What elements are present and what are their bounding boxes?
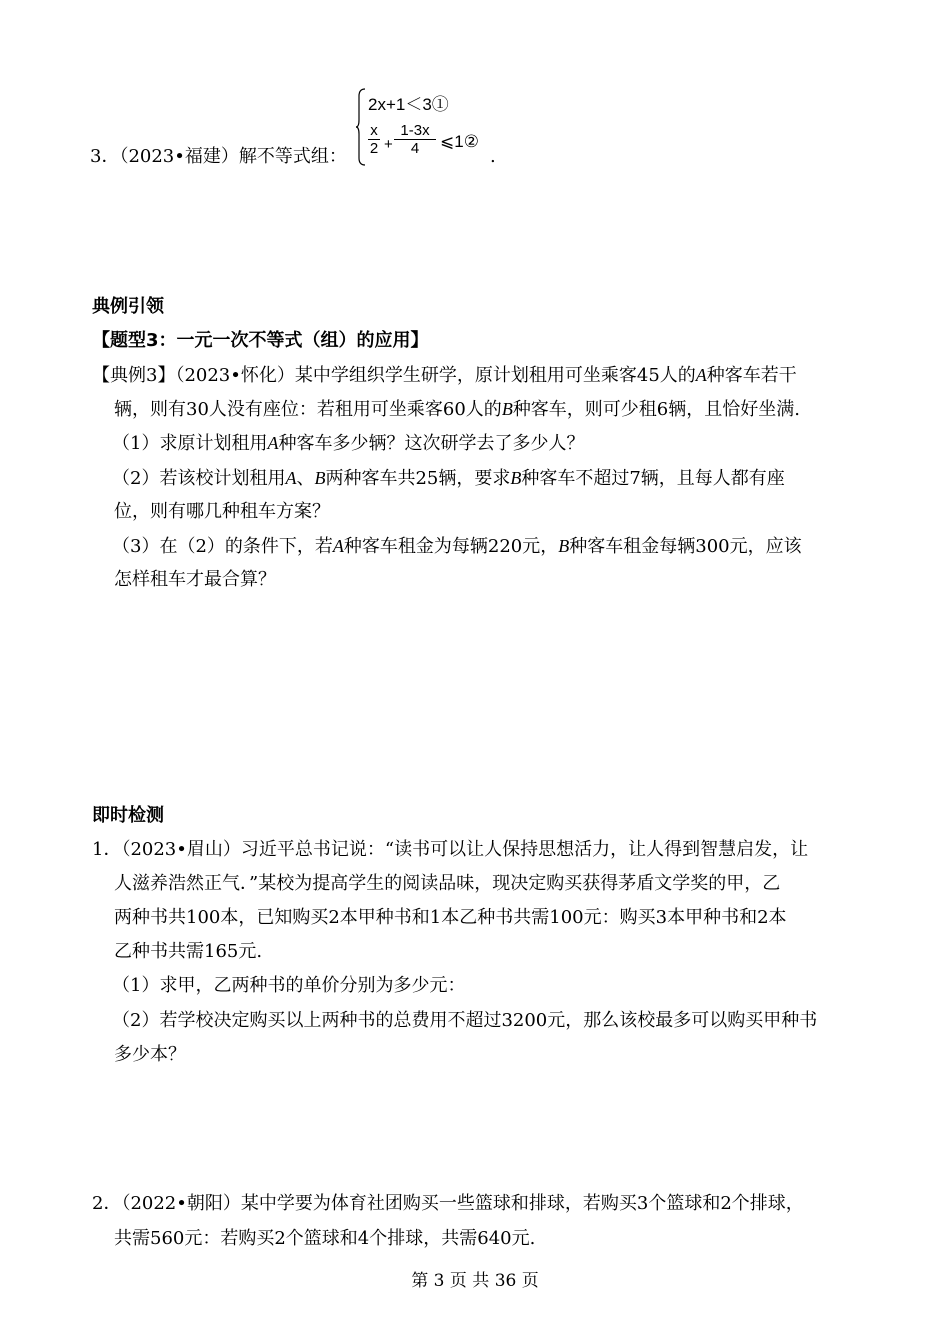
text-span: 两种客车共25辆，要求 bbox=[325, 468, 511, 489]
problem-2-line-1: 2．（2022•朝阳）某中学要为体育社团购买一些篮球和排球，若购买3个篮球和2个排球， bbox=[92, 1193, 804, 1214]
fraction-x-over-2 bbox=[368, 122, 380, 157]
text-span: 种客车不超过7辆，且每人都有座 bbox=[521, 468, 785, 489]
example-line-2 bbox=[114, 398, 800, 421]
variable-b: B bbox=[314, 468, 326, 488]
problem-1-question-2-line-1: （2）若学校决定购买以上两种书的总费用不超过3200元，那么该校最多可以购买甲种书 bbox=[112, 1010, 818, 1031]
text-span: 种客车若干 bbox=[706, 365, 797, 386]
text-span: 种客车多少辆？这次研学去了多少人？ bbox=[278, 433, 585, 454]
text-span: 种客车租金每辆300元，应该 bbox=[569, 536, 802, 557]
variable-a: A bbox=[285, 468, 297, 488]
type-heading: 【题型3：一元一次不等式（组）的应用】 bbox=[92, 330, 429, 351]
problem-1-question-1: （1）求甲，乙两种书的单价分别为多少元： bbox=[112, 975, 466, 996]
text-span: 种客车，则可少租6辆，且恰好坐满. bbox=[512, 399, 800, 420]
page-number-footer: 第 3 页 共 36 页 bbox=[411, 1271, 539, 1291]
question-2-line-2: 位，则有哪几种租车方案？ bbox=[114, 501, 330, 522]
fraction-1-3x-over-4 bbox=[394, 122, 436, 157]
problem-3-label: 3．（2023•福建）解不等式组： bbox=[90, 146, 347, 167]
section-heading-examples: 典例引领 bbox=[92, 296, 164, 317]
question-3-line-1 bbox=[112, 535, 802, 558]
fraction-denominator: 4 bbox=[410, 140, 420, 157]
variable-a: A bbox=[695, 365, 707, 385]
variable-b: B bbox=[558, 536, 570, 556]
question-2-line-1 bbox=[112, 467, 785, 490]
variable-a: A bbox=[332, 536, 344, 556]
problem-1-question-2-line-2: 多少本？ bbox=[114, 1044, 186, 1065]
question-1 bbox=[112, 432, 584, 455]
fraction-numerator: 1-3x bbox=[400, 122, 430, 139]
problem-1-line-2: 人滋养浩然正气．”某校为提高学生的阅读品味，现决定购买获得茅盾文学奖的甲，乙 bbox=[114, 873, 781, 894]
text-span: 、 bbox=[296, 468, 315, 489]
plus-sign: + bbox=[384, 136, 393, 153]
problem-1-line-4: 乙种书共需165元. bbox=[114, 941, 263, 962]
left-brace-icon bbox=[356, 88, 366, 166]
text-span: （3）在（2）的条件下，若 bbox=[112, 536, 333, 557]
fraction-numerator: x bbox=[370, 122, 378, 139]
variable-b: B bbox=[510, 468, 522, 488]
variable-a: A bbox=[267, 433, 279, 453]
variable-b: B bbox=[501, 399, 513, 419]
inequality-1: 2x+1＜3① bbox=[368, 95, 449, 114]
inequality-2-tail: ⩽1② bbox=[440, 132, 479, 151]
text-span: （1）求原计划租用 bbox=[112, 433, 268, 454]
problem-2-line-2: 共需560元：若购买2个篮球和4个排球，共需640元. bbox=[114, 1228, 536, 1249]
period: . bbox=[490, 146, 496, 167]
problem-1-line-1: 1．（2023•眉山）习近平总书记说：“读书可以让人保持思想活力，让人得到智慧启发，让 bbox=[92, 839, 809, 860]
text-span: （2）若该校计划租用 bbox=[112, 468, 286, 489]
example-line-1 bbox=[92, 364, 797, 387]
fraction-denominator: 2 bbox=[369, 140, 379, 157]
problem-1-line-3: 两种书共100本，已知购买2本甲种书和1本乙种书共需100元：购买3本甲种书和2本 bbox=[114, 907, 787, 928]
text-span: 种客车租金为每辆220元， bbox=[343, 536, 559, 557]
text-span: 辆，则有30人没有座位：若租用可坐乘客60人的 bbox=[114, 399, 502, 420]
question-3-line-2: 怎样租车才最合算？ bbox=[114, 569, 276, 590]
text-span: 【典例3】（2023•怀化）某中学组织学生研学，原计划租用可坐乘客45人的 bbox=[92, 365, 696, 386]
section-heading-quiz: 即时检测 bbox=[92, 805, 164, 826]
